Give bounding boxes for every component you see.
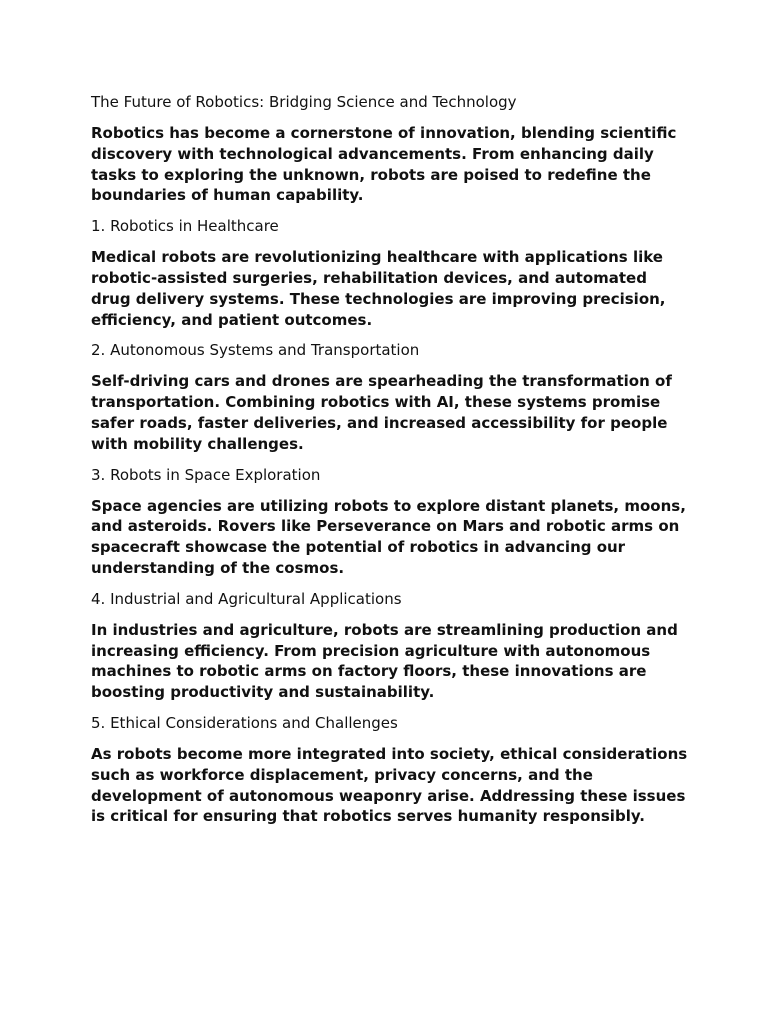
document-page: [91, 92, 691, 837]
section-body-healthcare: Medical robots are revolutionizing healthcare with applications like robotic-assisted surgeries, rehabilitation devices, and automated drug delivery systems. These technologies are improving precision, efficiency, and patient outcomes.: [91, 248, 666, 329]
section-body-transportation: Self-driving cars and drones are spearheading the transformation of transportation. Combining robotics with AI, these systems promise safer roads, faster deliveries, and increased accessibility for people with mobility challenges.: [91, 372, 672, 453]
section-body-industrial: In industries and agriculture, robots are streamlining production and increasing efficiency. From precision agriculture with autonomous machines to robotic arms on factory floors, these innovations are boosting productivity and sustainability.: [91, 620, 678, 702]
section-body-space: Space agencies are utilizing robots to explore distant planets, moons, and asteroids. Rovers like Perseverance on Mars and robotic arms on spacecraft showcase the potential of robotics in advancing our understanding of the cosmos.: [91, 496, 686, 577]
section-heading-ethics: 5. Ethical Considerations and Challenges: [91, 713, 398, 732]
intro-paragraph: Robotics has become a cornerstone of innovation, blending scientific discovery with technological advancements. From enhancing daily tasks to exploring the unknown, robots are poised to redefine the boundaries of human capability.: [91, 124, 677, 205]
section-heading-space: 3. Robots in Space Exploration: [91, 465, 321, 484]
section-heading-transportation: 2. Autonomous Systems and Transportation: [91, 341, 420, 360]
section-heading-healthcare: 1. Robotics in Healthcare: [91, 217, 279, 236]
section-body-ethics: As robots become more integrated into society, ethical considerations such as workforce displacement, privacy concerns, and the development of autonomous weaponry arise. Addressing these issues is critical for ensuring that robotics serves humanity responsibly.: [91, 744, 688, 826]
section-heading-industrial: 4. Industrial and Agricultural Applications: [91, 589, 402, 608]
document-title: The Future of Robotics: Bridging Science and Technology: [91, 93, 517, 111]
